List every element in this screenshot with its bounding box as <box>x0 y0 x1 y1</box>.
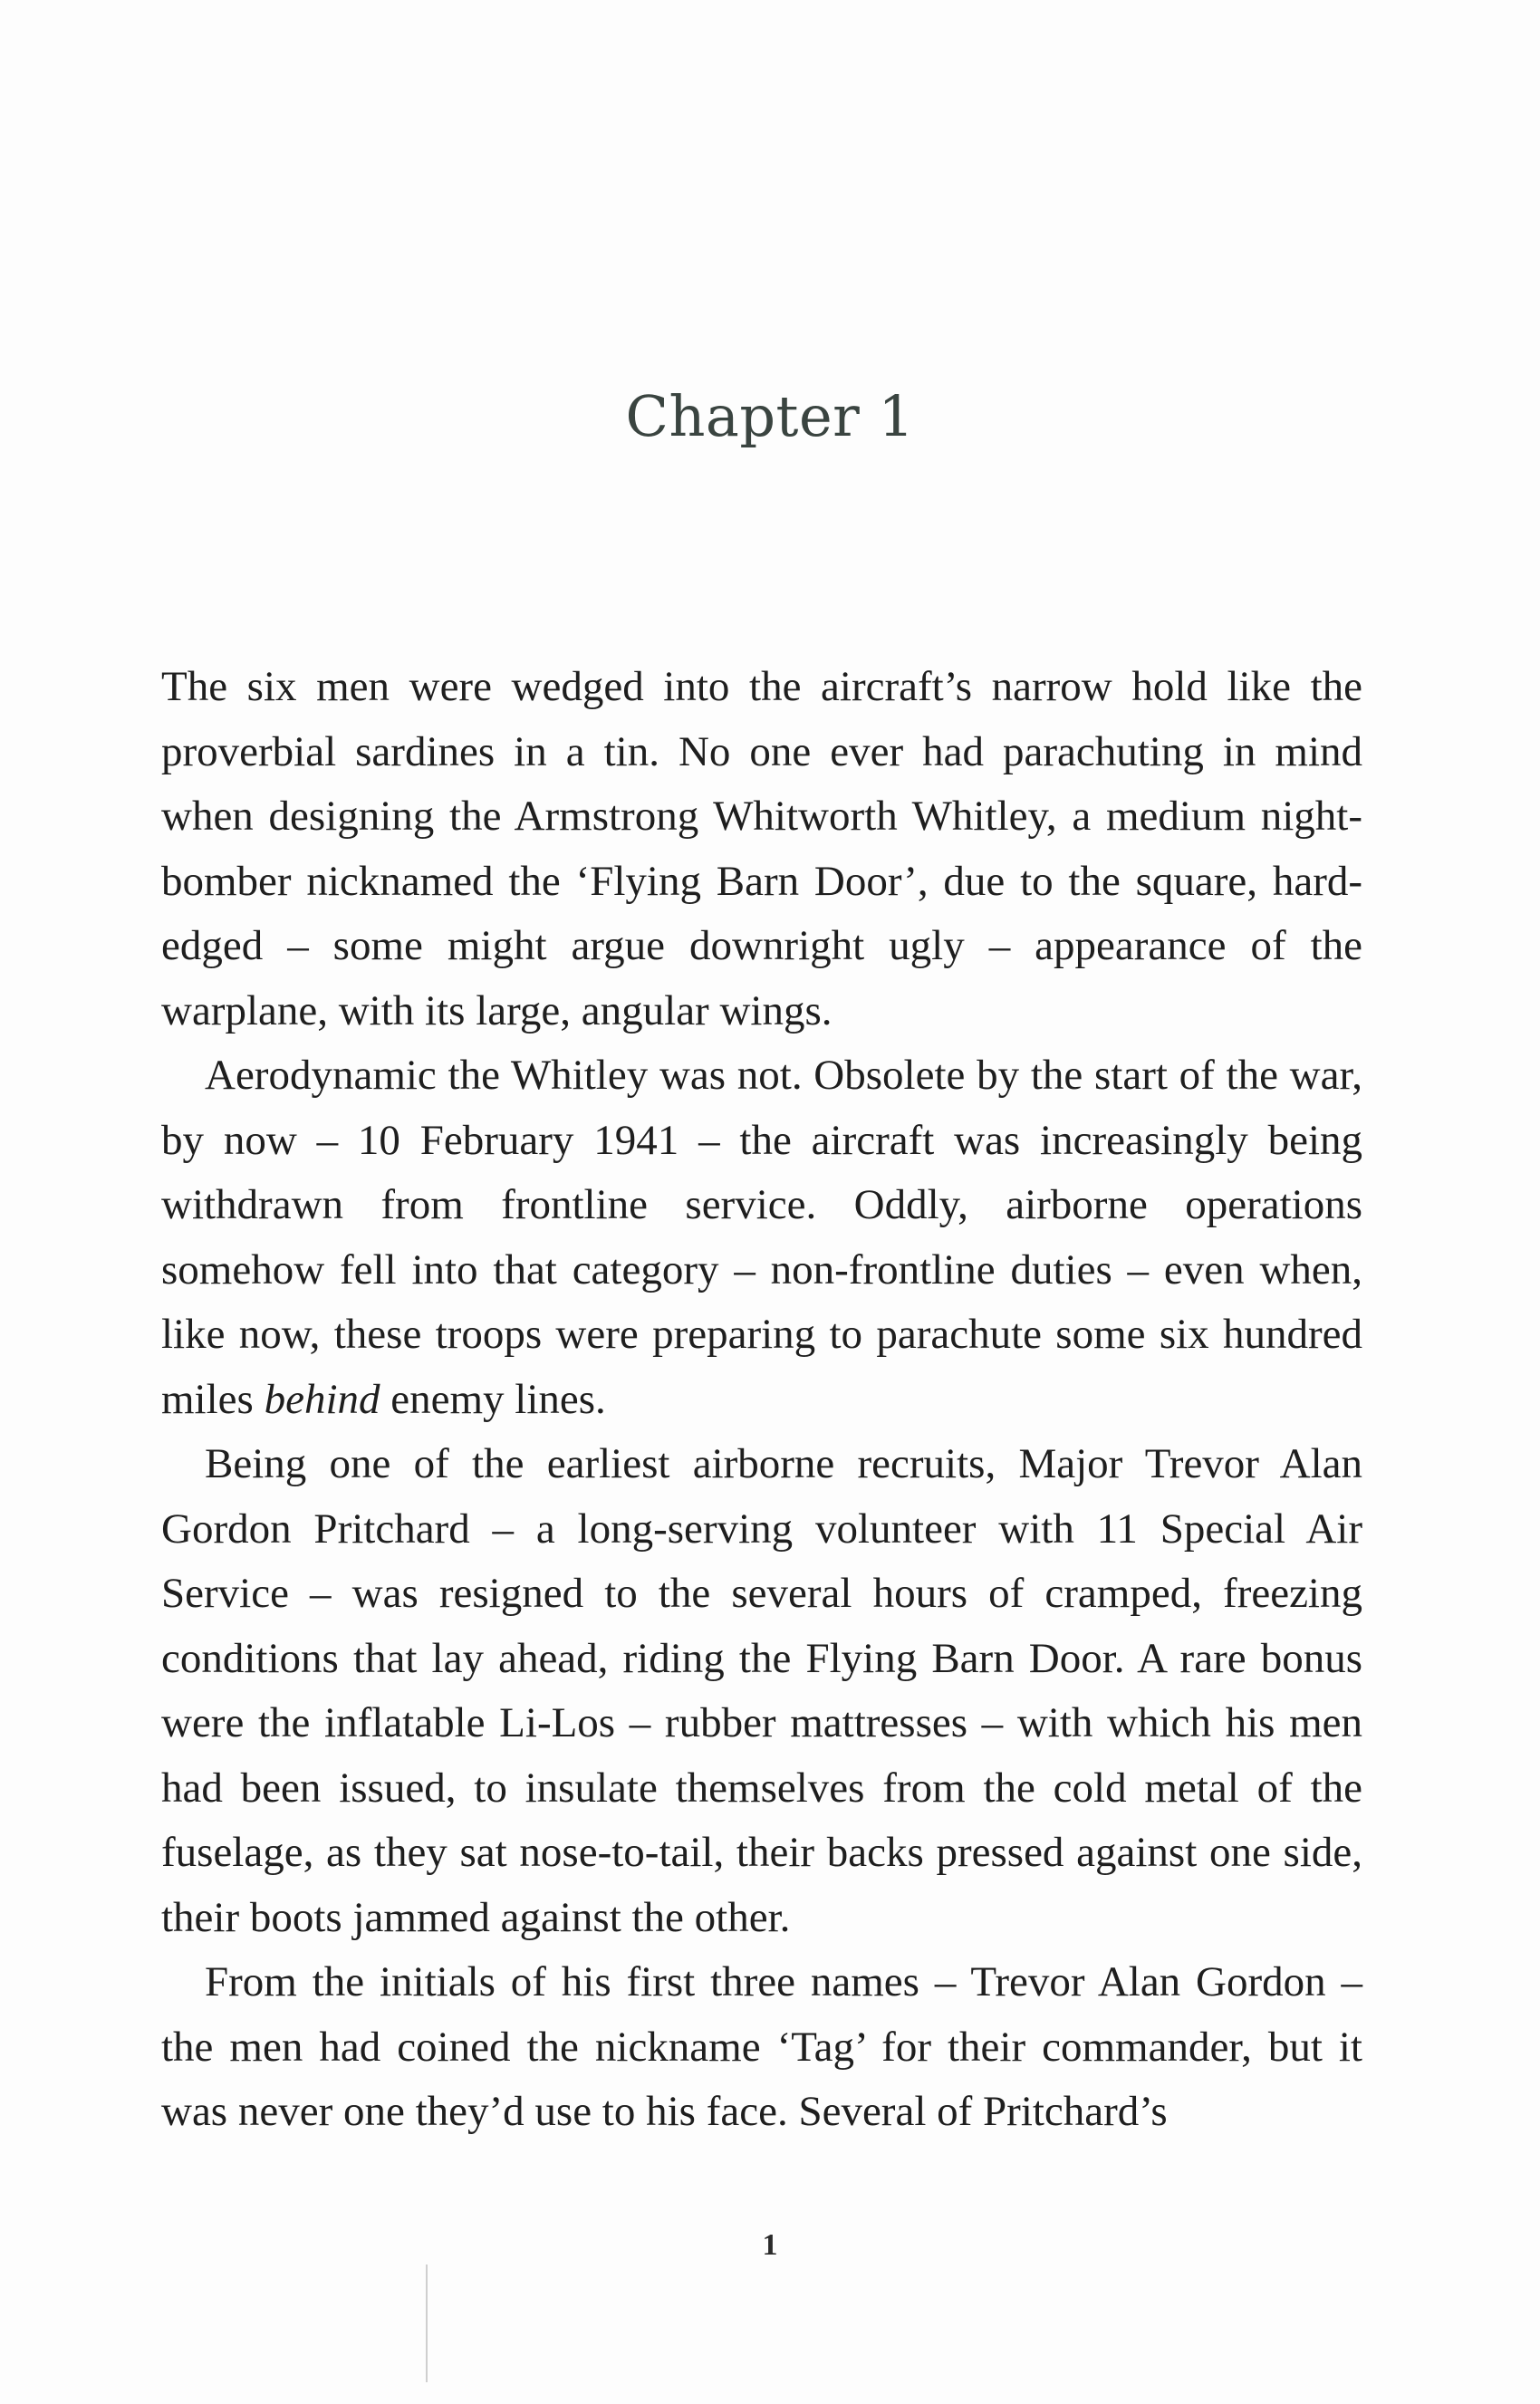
paragraph-text: The six men were wedged into the aircraft’s narrow hold like the proverbial sardines in a tin. No one ever had parachuting in mind when designing the Armstrong Whitworth Whitley, a medium night-bomber nicknamed the ‘Flying Barn Door’, due to the square, hard-edged – some might argue downright ugly – appearance of the warplane, with its large, angular wings. <box>161 663 1362 1034</box>
page-number: 1 <box>762 2228 778 2262</box>
chapter-title: Chapter 1 <box>625 383 915 449</box>
paragraph-text: Aerodynamic the Whitley was not. Obsolete by the start of the war, by now – 10 February 1941 – the aircraft was increasingly being withdrawn from frontline service. Oddly, airborne operations somehow fell into that category – non-frontline duties – even when, like now, these troops were preparing to parachute some six hundred miles <box>161 1052 1362 1423</box>
emphasis-text: behind <box>264 1375 380 1423</box>
paragraph-2 <box>161 1043 1362 1432</box>
scan-artifact-line <box>426 2265 428 2382</box>
chapter-body <box>161 655 1362 2145</box>
paragraph-3 <box>161 1432 1362 1950</box>
paragraph-text: Being one of the earliest airborne recruits, Major Trevor Alan Gordon Pritchard – a long-serving volunteer with 11 Special Air Service – was resigned to the several hours of cramped, freezing conditions that lay ahead, riding the Flying Barn Door. A rare bonus were the inflatable Li-Los – rubber mattresses – with which his men had been issued, to insulate themselves from the cold metal of the fuselage, as they sat nose-to-tail, their backs pressed against one side, their boots jammed against the other. <box>161 1440 1362 1941</box>
paragraph-1 <box>161 655 1362 1043</box>
paragraph-text: From the initials of his first three names – Trevor Alan Gordon – the men had coined the nickname ‘Tag’ for their commander, but it was never one they’d use to his face. Several of Pritchard’s <box>161 1958 1362 2135</box>
paragraph-text-tail: enemy lines. <box>380 1375 606 1423</box>
paragraph-4 <box>161 1950 1362 2145</box>
